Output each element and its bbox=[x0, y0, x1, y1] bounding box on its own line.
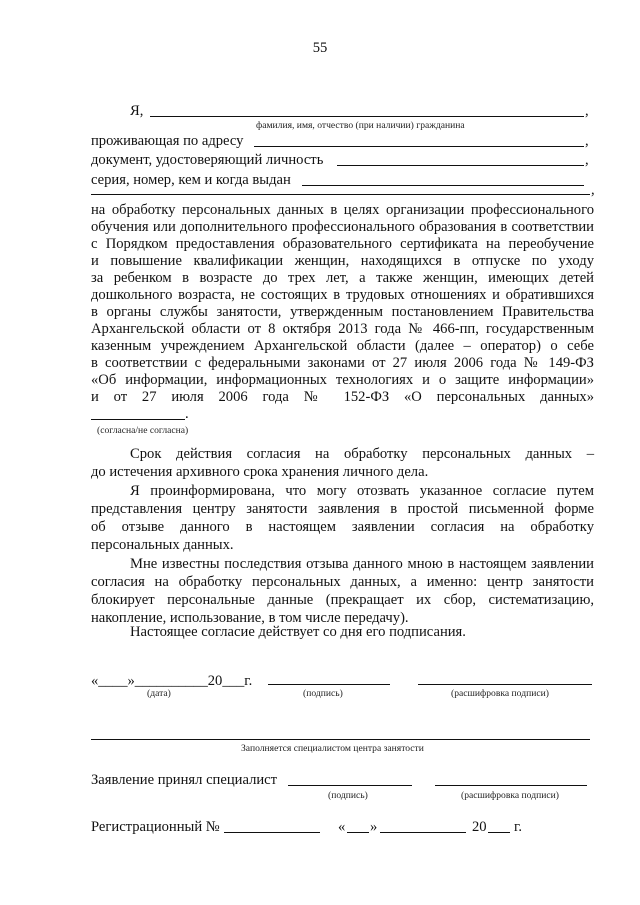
consent-line: на обработку персональных данных в целях организации профессионального bbox=[91, 202, 594, 218]
decode-caption: (расшифровка подписи) bbox=[451, 688, 549, 699]
registration-number-line[interactable] bbox=[224, 832, 320, 833]
consent-line: и от 27 июля 2006 года № 152-ФЗ «О персональных данных» bbox=[91, 389, 594, 405]
registration-date-open: « bbox=[338, 819, 346, 835]
specialist-decode-line[interactable] bbox=[435, 785, 587, 786]
valid-from-text: Настоящее согласие действует со дня его подписания. bbox=[130, 624, 466, 640]
signature-input-line[interactable] bbox=[268, 684, 390, 685]
consequences-line: блокирует персональные данные (прекращает их сбор, систематизацию, bbox=[91, 592, 594, 608]
agree-input-line[interactable] bbox=[91, 419, 185, 420]
term-line: до истечения архивного срока хранения личного дела. bbox=[91, 464, 429, 480]
revoke-line: Я проинформирована, что могу отозвать указанное согласие путем bbox=[130, 483, 594, 499]
series-comma: , bbox=[591, 182, 595, 198]
consequences-line: Мне известны последствия отзыва данного мною в настоящем заявлении bbox=[130, 556, 594, 572]
series-input-line[interactable] bbox=[302, 185, 584, 186]
consent-line: Архангельской области от 8 октября 2013 года № 466-пп, государственным bbox=[91, 321, 594, 337]
date-field[interactable]: «____»__________20___г. bbox=[91, 673, 253, 689]
consent-line: обучения или дополнительного профессионального образования в соответствии bbox=[91, 219, 594, 235]
accepted-label: Заявление принял специалист bbox=[91, 772, 278, 788]
consent-line: с Порядком предоставления образовательного сертификата на переобучение bbox=[91, 236, 594, 252]
agree-period: . bbox=[185, 406, 189, 422]
term-line: Срок действия согласия на обработку персональных данных – bbox=[130, 446, 594, 462]
revoke-line: об отзыве данного в настоящем заявлении согласия на обработку bbox=[91, 519, 594, 535]
consequences-line: накопление, использование, в том числе передачу). bbox=[91, 610, 409, 626]
revoke-line: персональных данных. bbox=[91, 537, 234, 553]
page-number: 55 bbox=[312, 40, 328, 56]
i-label: Я, bbox=[130, 103, 144, 119]
consent-line: за ребенком в возрасте до трех лет, а также женщин, имеющих детей bbox=[91, 270, 594, 286]
registration-year-line[interactable] bbox=[488, 832, 510, 833]
consent-line: и повышение квалификации женщин, находящихся в отпуске по уходу bbox=[91, 253, 594, 269]
address-comma: , bbox=[585, 133, 589, 149]
series-continuation-line[interactable] bbox=[91, 194, 590, 195]
fio-caption: фамилия, имя, отчество (при наличии) гражданина bbox=[256, 120, 465, 131]
series-label: серия, номер, кем и когда выдан bbox=[91, 172, 291, 188]
specialist-signature-caption: (подпись) bbox=[328, 790, 368, 801]
specialist-decode-caption: (расшифровка подписи) bbox=[461, 790, 559, 801]
consent-line: казенным учреждением Архангельской области (далее – оператор) о себе bbox=[91, 338, 594, 354]
registration-day-line[interactable] bbox=[347, 832, 369, 833]
id-doc-input-line[interactable] bbox=[337, 165, 584, 166]
date-caption: (дата) bbox=[147, 688, 171, 699]
address-label: проживающая по адресу bbox=[91, 133, 244, 149]
agree-caption: (согласна/не согласна) bbox=[97, 425, 189, 436]
id-doc-comma: , bbox=[585, 152, 589, 168]
registration-date-close: » bbox=[370, 819, 378, 835]
registration-month-line[interactable] bbox=[380, 832, 466, 833]
specialist-separator bbox=[91, 739, 590, 740]
id-doc-label: документ, удостоверяющий личность bbox=[91, 152, 324, 168]
consent-line: дошкольного возраста, не состоящих в трудовых отношениях и обратившихся bbox=[91, 287, 594, 303]
fio-comma: , bbox=[585, 103, 589, 119]
registration-year-prefix: 20 bbox=[472, 819, 487, 835]
address-input-line[interactable] bbox=[254, 146, 584, 147]
specialist-caption: Заполняется специалистом центра занятости bbox=[241, 743, 424, 754]
fio-input-line[interactable] bbox=[150, 116, 584, 117]
specialist-signature-line[interactable] bbox=[288, 785, 412, 786]
decode-input-line[interactable] bbox=[418, 684, 592, 685]
consent-line: в соответствии с федеральными законами от 27 июля 2006 года № 149-ФЗ bbox=[91, 355, 594, 371]
consent-line: в органы службы занятости, утвержденным постановлением Правительства bbox=[91, 304, 594, 320]
revoke-line: представления центру занятости заявления в простой письменной форме bbox=[91, 501, 594, 517]
consent-line: «Об информации, информационных технологиях и о защите информации» bbox=[91, 372, 594, 388]
registration-year-suffix: г. bbox=[514, 819, 522, 835]
registration-label: Регистрационный № bbox=[91, 819, 220, 835]
consequences-line: согласия на обработку персональных данных, а именно: центр занятости bbox=[91, 574, 594, 590]
signature-caption: (подпись) bbox=[303, 688, 343, 699]
